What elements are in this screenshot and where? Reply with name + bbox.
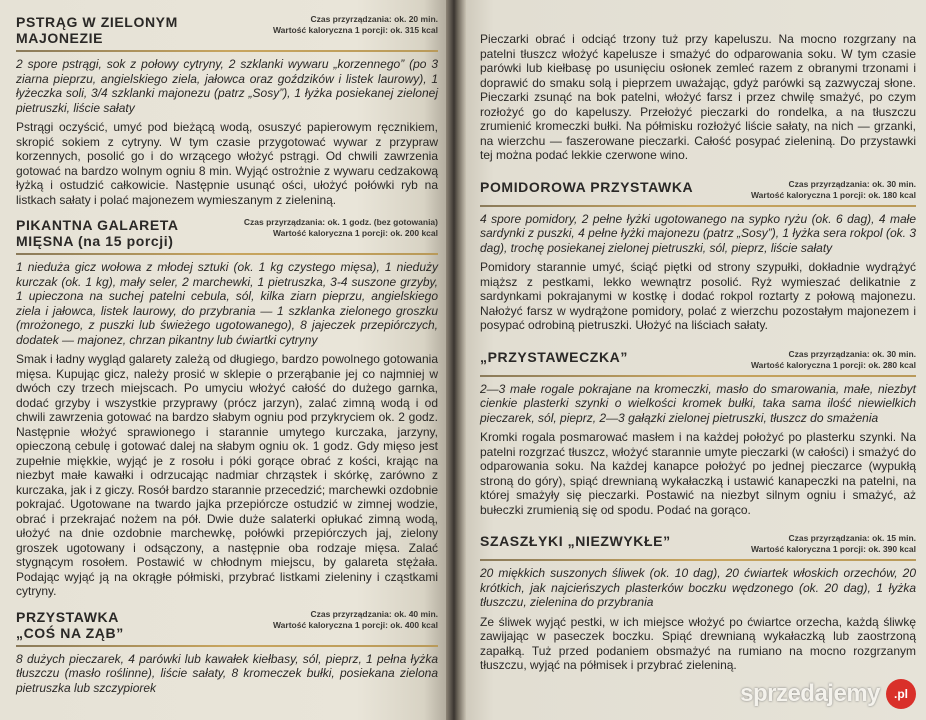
right-page bbox=[466, 0, 926, 720]
recipe-header bbox=[480, 533, 916, 555]
ingredients: 2 spore pstrągi, sok z połowy cytryny, 2 szklanki wywaru „korzennego” (po 3 ziarna pieprzu, angielskiego ziela, jałowca oraz goździków i listek laurowy), 1 łyżeczka soli, 3/4 szklanki majonezu (patrz „Sosy”), 1 łyżka posiekanej zielonej pietruszki, liście sałaty bbox=[16, 57, 438, 115]
recipe-meta: Czas przyrządzania: ok. 15 min. Wartość kaloryczna 1 porcji: ok. 390 kcal bbox=[750, 533, 916, 554]
recipe-title: POMIDOROWA PRZYSTAWKA bbox=[480, 178, 694, 195]
recipe-header bbox=[16, 609, 438, 641]
recipe-header bbox=[480, 179, 916, 201]
book-gutter bbox=[446, 0, 466, 720]
divider bbox=[480, 375, 916, 377]
recipe-title: PRZYSTAWKA „COŚ NA ZĄB” bbox=[16, 608, 124, 641]
recipe-header bbox=[16, 14, 438, 46]
method: Ze śliwek wyjąć pestki, w ich miejsce włożyć po ćwiartce orzecha, każdą śliwkę zawijając w paseczek boczku. Spiąć drewnianą wykałaczką lub zaostrzoną zapałką. Tuż przed podaniem obsmażyć na rumiano na mocno rozgrzanym tłuszczu, wyjąć na półmisek i przybrać zieleniną. bbox=[480, 614, 916, 672]
recipe-title: SZASZŁYKI „NIEZWYKŁE” bbox=[480, 533, 671, 549]
method-continued: Pieczarki obrać i odciąć trzony tuż przy kapeluszu. Na mocno rozgrzany na patelni tłuszcz włożyć kapelusze i smażyć do odparowania soku. W tym czasie parówki lub kiełbasę po usunięciu osłonek zemleć razem z obranymi trzonami i doprawić do smaku solą i pieprzem uważając, gdyż parówki są zazwyczaj słone. Pieczarki zsunąć na bok patelni, włożyć farsz i przez chwilę smażyć, po czym rozłożyć go do kapeluszy. Przełożyć pieczarki do rondelka, a na tłuszczu zrumienić kromeczki bułki. Na półmisku rozłożyć liście sałaty, na nich — grzanki, na wierzchu — faszerowane pieczarki. Całość posypać zieleniną. Do przystawki tej można podać lekkie czerwone wino. bbox=[480, 32, 916, 162]
recipe-meta: Czas przyrządzania: ok. 30 min. Wartość kaloryczna 1 porcji: ok. 280 kcal bbox=[750, 348, 916, 370]
ingredients: 2—3 małe rogale pokrajane na kromeczki, masło do smarowania, małe, niezbyt cienkie plasterki szynki o wielkości kromek bułki, taka sama ilość niewielkich pieczarek, sól, pieprz, 2—3 gałązki zielonej pietruszki, tłuszcz do smażenia bbox=[480, 381, 916, 425]
recipe-meta: Czas przyrządzania: ok. 1 godz. (bez gotowania) Wartość kaloryczna 1 porcji: ok. 200 kcal bbox=[243, 217, 438, 238]
ingredients: 20 miękkich suszonych śliwek (ok. 10 dag), 20 ćwiartek włoskich orzechów, 20 krótkich, jak najcieńszych plasterków boczku wędzonego (ok. 20 dag), 1 łyżka tłuszczu, zielenina do przybrania bbox=[480, 566, 916, 609]
recipe-meta: Czas przyrządzania: ok. 20 min. Wartość kaloryczna 1 porcji: ok. 315 kcal bbox=[272, 14, 438, 35]
ingredients: 1 nieduża gicz wołowa z młodej sztuki (ok. 1 kg czystego mięsa), 1 nieduży kurczak (ok. 1 kg), mały seler, 2 marchewki, 1 pietruszka, 3-4 suszone grzyby, 1 upieczona na suchej patelni cebula, sól, kilka ziarn pieprzu, angielskiego ziela i jałowca, listek laurowy, do przybrania — 1 szklanka zielonego groszku (mrożonego, z puszki lub świeżego ugotowanego), 8 jajeczek przepiórczych, dodatek — majonez, chrzan pikantny lub ćwiartki cytryny bbox=[16, 260, 438, 347]
divider bbox=[480, 559, 916, 561]
recipe-meta: Czas przyrządzania: ok. 40 min. Wartość kaloryczna 1 porcji: ok. 400 kcal bbox=[272, 608, 438, 630]
ingredients: 8 dużych pieczarek, 4 parówki lub kawałek kiełbasy, sól, pieprz, 1 pełna łyżka tłuszczu (masło roślinne), liście sałaty, 8 kromeczek bułki, posiekana zielona pietruszka lub szczypiorek bbox=[16, 651, 438, 695]
recipe-header bbox=[480, 349, 916, 371]
recipe-title: PIKANTNA GALARETA MIĘSNA (na 15 porcji) bbox=[16, 217, 179, 249]
divider bbox=[16, 645, 438, 647]
watermark-logo: sprzedajemy bbox=[740, 679, 880, 707]
divider bbox=[16, 253, 438, 255]
recipe-title: „PRZYSTAWECZKA” bbox=[480, 348, 628, 365]
divider bbox=[16, 50, 438, 52]
method: Smak i ładny wygląd galarety zależą od długiego, bardzo powolnego gotowania mięsa. Kupując gicz, należy prosić w sklepie o przerąbanie jej co najmniej w dwóch czy trzech miejscach. Po umyciu włożyć całość do dużego garnka, dodać grzyby i wszystkie przyprawy (prócz jarzyn), zalać zimną wodą i od chwili zawrzenia gotować na bardzo słabym ogniu pod przykryciem ok. 2 godz. Następnie włożyć sprawionego i starannie umytego kurczaka, jarzyny, opieczoną cebulę i gotować dalej na słabym ogniu ok. 1 godz. Gdy mięso jest zupełnie miękkie, wyjąć je z rosołu i póki gorące obrać z kości, krając na niezbyt małe kawałki i odrzucając nadmiar chrząstek i skórkę, zarówno z kurczaka, jak i z giczy. Rosół bardzo starannie przecedzić; marchewki ozdobnie pokrajać. Ugotowane na twardo jajka przepiórcze ostudzić w zimnej wodzie, obrać i przekrajać nożem na pół. Dwie duże salaterki opłukać zimną wodą, ułożyć na dnie ozdobnie marchewkę, połówki przepiórczych jaj, zielony groszek ugotowany i odsączony, a następnie oba rodzaje mięsa. Zalać stygnącym rosołem. Postawić w chłodnym miejscu, by galareta stężała. Podając wyjąć ją na okrągłe półmiski, przybrać listkami zieleniny i cząstkami cytryny. bbox=[16, 352, 438, 598]
recipe-meta: Czas przyrządzania: ok. 30 min. Wartość kaloryczna 1 porcji: ok. 180 kcal bbox=[750, 178, 916, 200]
method: Pomidory starannie umyć, ściąć piętki od strony szypułki, dokładnie wydrążyć miąższ z pestkami, lekko wewnątrz posolić. Ryż wymieszać delikatnie z sardynkami pokrajanymi w kostkę i dodać rokpol roztarty z połową majonezu. Nałożyć farsz w wydrążone pomidory, polać z wierzchu pozostałym majonezem i posypać odrobiną pietruszki. Ułożyć na liściach sałaty. bbox=[480, 260, 916, 332]
left-page bbox=[0, 0, 446, 720]
recipe-title: PSTRĄG W ZIELONYM MAJONEZIE bbox=[16, 14, 178, 46]
watermark-badge: .pl bbox=[886, 679, 916, 709]
method: Kromki rogala posmarować masłem i na każdej położyć po plasterku szynki. Na patelni rozgrzać tłuszcz, włożyć starannie umyte pieczarki (w całości) i smażyć do odparowania soku. Na każdej kanapce położyć po jednej pieczarce (wypukłą stroną do góry), spiąć drewnianą wykałaczką i ustawić kanapeczki na patelni, na której smażyły się pieczarki. Postawić na niezbyt silnym ogniu i smażyć, aż bułeczki zrumienią się od spodu. Podać na gorąco. bbox=[480, 430, 916, 517]
ingredients: 4 spore pomidory, 2 pełne łyżki ugotowanego na sypko ryżu (ok. 6 dag), 4 małe sardynki z puszki, 4 pełne łyżki majonezu (patrz „Sosy”), 1 łyżka sera rokpol (ok. 3 dag), trochę posiekanej zielonej pietruszki, sól, pieprz, liście sałaty bbox=[480, 211, 916, 255]
watermark bbox=[480, 679, 916, 709]
recipe-header bbox=[16, 217, 438, 249]
divider bbox=[480, 205, 916, 207]
method: Pstrągi oczyścić, umyć pod bieżącą wodą, osuszyć papierowym ręcznikiem, skropić sokiem z cytryny. W tym czasie przygotować wywar z przypraw korzennych, posolić go i do wrzącego włożyć pstrągi. Od chwili zawrzenia gotować na bardzo wolnym ogniu 8 min. Wyjąć ostrożnie z wywaru cedzakową łyżką i ostudzić całkowicie. Następnie usunąć ości, ułożyć połówki ryb na listkach sałaty i polać majonezem wymieszanym z zieleniną. bbox=[16, 120, 438, 207]
